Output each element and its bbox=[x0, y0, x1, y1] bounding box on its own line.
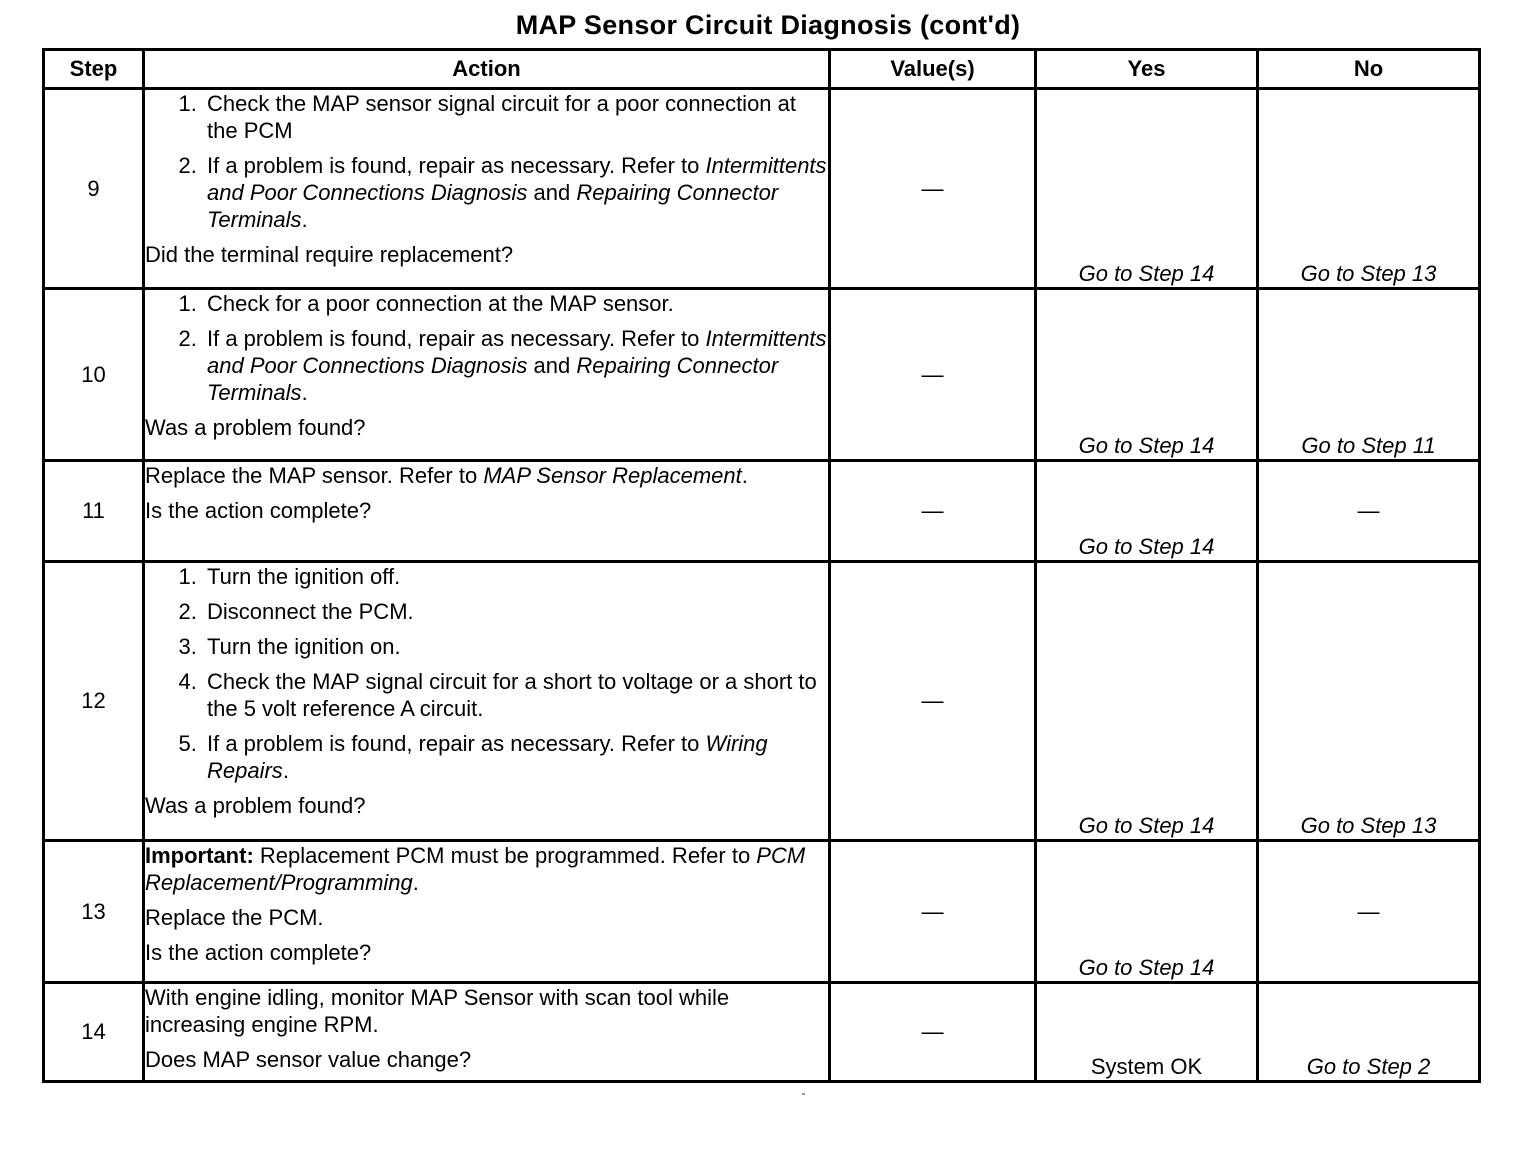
list-item: 2. If a problem is found, repair as necessary. Refer to Intermittents and Poor Connections Diagnosis and Repairing Connector Terminals. bbox=[203, 152, 828, 233]
value-cell: — bbox=[830, 562, 1036, 841]
reference-link: Intermittents and Poor Connections Diagnosis bbox=[207, 153, 827, 205]
step-number: 12 bbox=[44, 562, 144, 841]
header-no: No bbox=[1258, 50, 1480, 89]
list-item: 2. If a problem is found, repair as necessary. Refer to Intermittents and Poor Connections Diagnosis and Repairing Connector Terminals. bbox=[203, 325, 828, 406]
step-number: 9 bbox=[44, 89, 144, 289]
yes-cell: Go to Step 14 bbox=[1036, 562, 1258, 841]
value-cell: — bbox=[830, 841, 1036, 983]
table-row bbox=[44, 461, 1480, 562]
table-row bbox=[44, 841, 1480, 983]
question-text: Does MAP sensor value change? bbox=[145, 1047, 472, 1072]
table-row bbox=[44, 562, 1480, 841]
scan-artifact bbox=[802, 1093, 805, 1095]
important-label: Important: bbox=[145, 843, 254, 868]
action-cell bbox=[144, 89, 830, 289]
reference-link: Intermittents and Poor Connections Diagnosis bbox=[207, 326, 827, 378]
list-item: 1. Turn the ignition off. bbox=[203, 563, 828, 590]
list-item: 2. Disconnect the PCM. bbox=[203, 598, 828, 625]
step-number: 10 bbox=[44, 289, 144, 461]
table-row bbox=[44, 89, 1480, 289]
yes-cell: Go to Step 14 bbox=[1036, 289, 1258, 461]
action-cell bbox=[144, 983, 830, 1082]
list-item: 4. Check the MAP signal circuit for a short to voltage or a short to the 5 volt reference A circuit. bbox=[203, 668, 828, 722]
action-cell bbox=[144, 461, 830, 562]
action-list bbox=[145, 290, 828, 406]
list-item: 5. If a problem is found, repair as necessary. Refer to Wiring Repairs. bbox=[203, 730, 828, 784]
diagnosis-table bbox=[42, 48, 1481, 1083]
action-paragraph: Replace the MAP sensor. Refer to MAP Sensor Replacement. bbox=[145, 463, 748, 488]
action-paragraph: With engine idling, monitor MAP Sensor with scan tool while increasing engine RPM. bbox=[145, 985, 730, 1037]
reference-link: Repairing Connector Terminals bbox=[207, 180, 779, 232]
no-cell: — bbox=[1258, 841, 1480, 983]
question-text: Was a problem found? bbox=[145, 793, 366, 818]
step-number: 11 bbox=[44, 461, 144, 562]
action-list bbox=[145, 563, 828, 784]
value-cell: — bbox=[830, 461, 1036, 562]
value-cell: — bbox=[830, 983, 1036, 1082]
step-number: 14 bbox=[44, 983, 144, 1082]
question-text: Is the action complete? bbox=[145, 498, 372, 523]
question-text: Is the action complete? bbox=[145, 940, 372, 965]
reference-link: Repairing Connector Terminals bbox=[207, 353, 779, 405]
action-cell bbox=[144, 289, 830, 461]
reference-link: PCM Replacement/Programming bbox=[145, 843, 806, 895]
header-step: Step bbox=[44, 50, 144, 89]
header-yes: Yes bbox=[1036, 50, 1258, 89]
action-list bbox=[145, 90, 828, 233]
value-cell: — bbox=[830, 289, 1036, 461]
header-values: Value(s) bbox=[830, 50, 1036, 89]
header-action: Action bbox=[144, 50, 830, 89]
no-cell: Go to Step 2 bbox=[1258, 983, 1480, 1082]
no-cell: Go to Step 13 bbox=[1258, 562, 1480, 841]
table-row bbox=[44, 289, 1480, 461]
page-title: MAP Sensor Circuit Diagnosis (cont'd) bbox=[515, 10, 1021, 40]
no-cell: Go to Step 11 bbox=[1258, 289, 1480, 461]
yes-cell: Go to Step 14 bbox=[1036, 461, 1258, 562]
yes-cell: Go to Step 14 bbox=[1036, 841, 1258, 983]
question-text: Was a problem found? bbox=[145, 415, 366, 440]
table-header-row bbox=[44, 50, 1480, 89]
table-row bbox=[44, 983, 1480, 1082]
question-text: Did the terminal require replacement? bbox=[145, 242, 514, 267]
value-cell: — bbox=[830, 89, 1036, 289]
important-note: Important: Replacement PCM must be programmed. Refer to PCM Replacement/Programming. bbox=[145, 843, 806, 895]
no-cell: — bbox=[1258, 461, 1480, 562]
step-number: 13 bbox=[44, 841, 144, 983]
reference-link: Wiring Repairs bbox=[207, 731, 768, 783]
action-cell bbox=[144, 841, 830, 983]
yes-cell: Go to Step 14 bbox=[1036, 89, 1258, 289]
list-item: 3. Turn the ignition on. bbox=[203, 633, 828, 660]
no-cell: Go to Step 13 bbox=[1258, 89, 1480, 289]
yes-cell: System OK bbox=[1036, 983, 1258, 1082]
list-item: 1. Check the MAP sensor signal circuit for a poor connection at the PCM bbox=[203, 90, 828, 144]
action-cell bbox=[144, 562, 830, 841]
list-item: 1. Check for a poor connection at the MAP sensor. bbox=[203, 290, 828, 317]
action-paragraph: Replace the PCM. bbox=[145, 905, 324, 930]
reference-link: MAP Sensor Replacement bbox=[483, 463, 742, 488]
